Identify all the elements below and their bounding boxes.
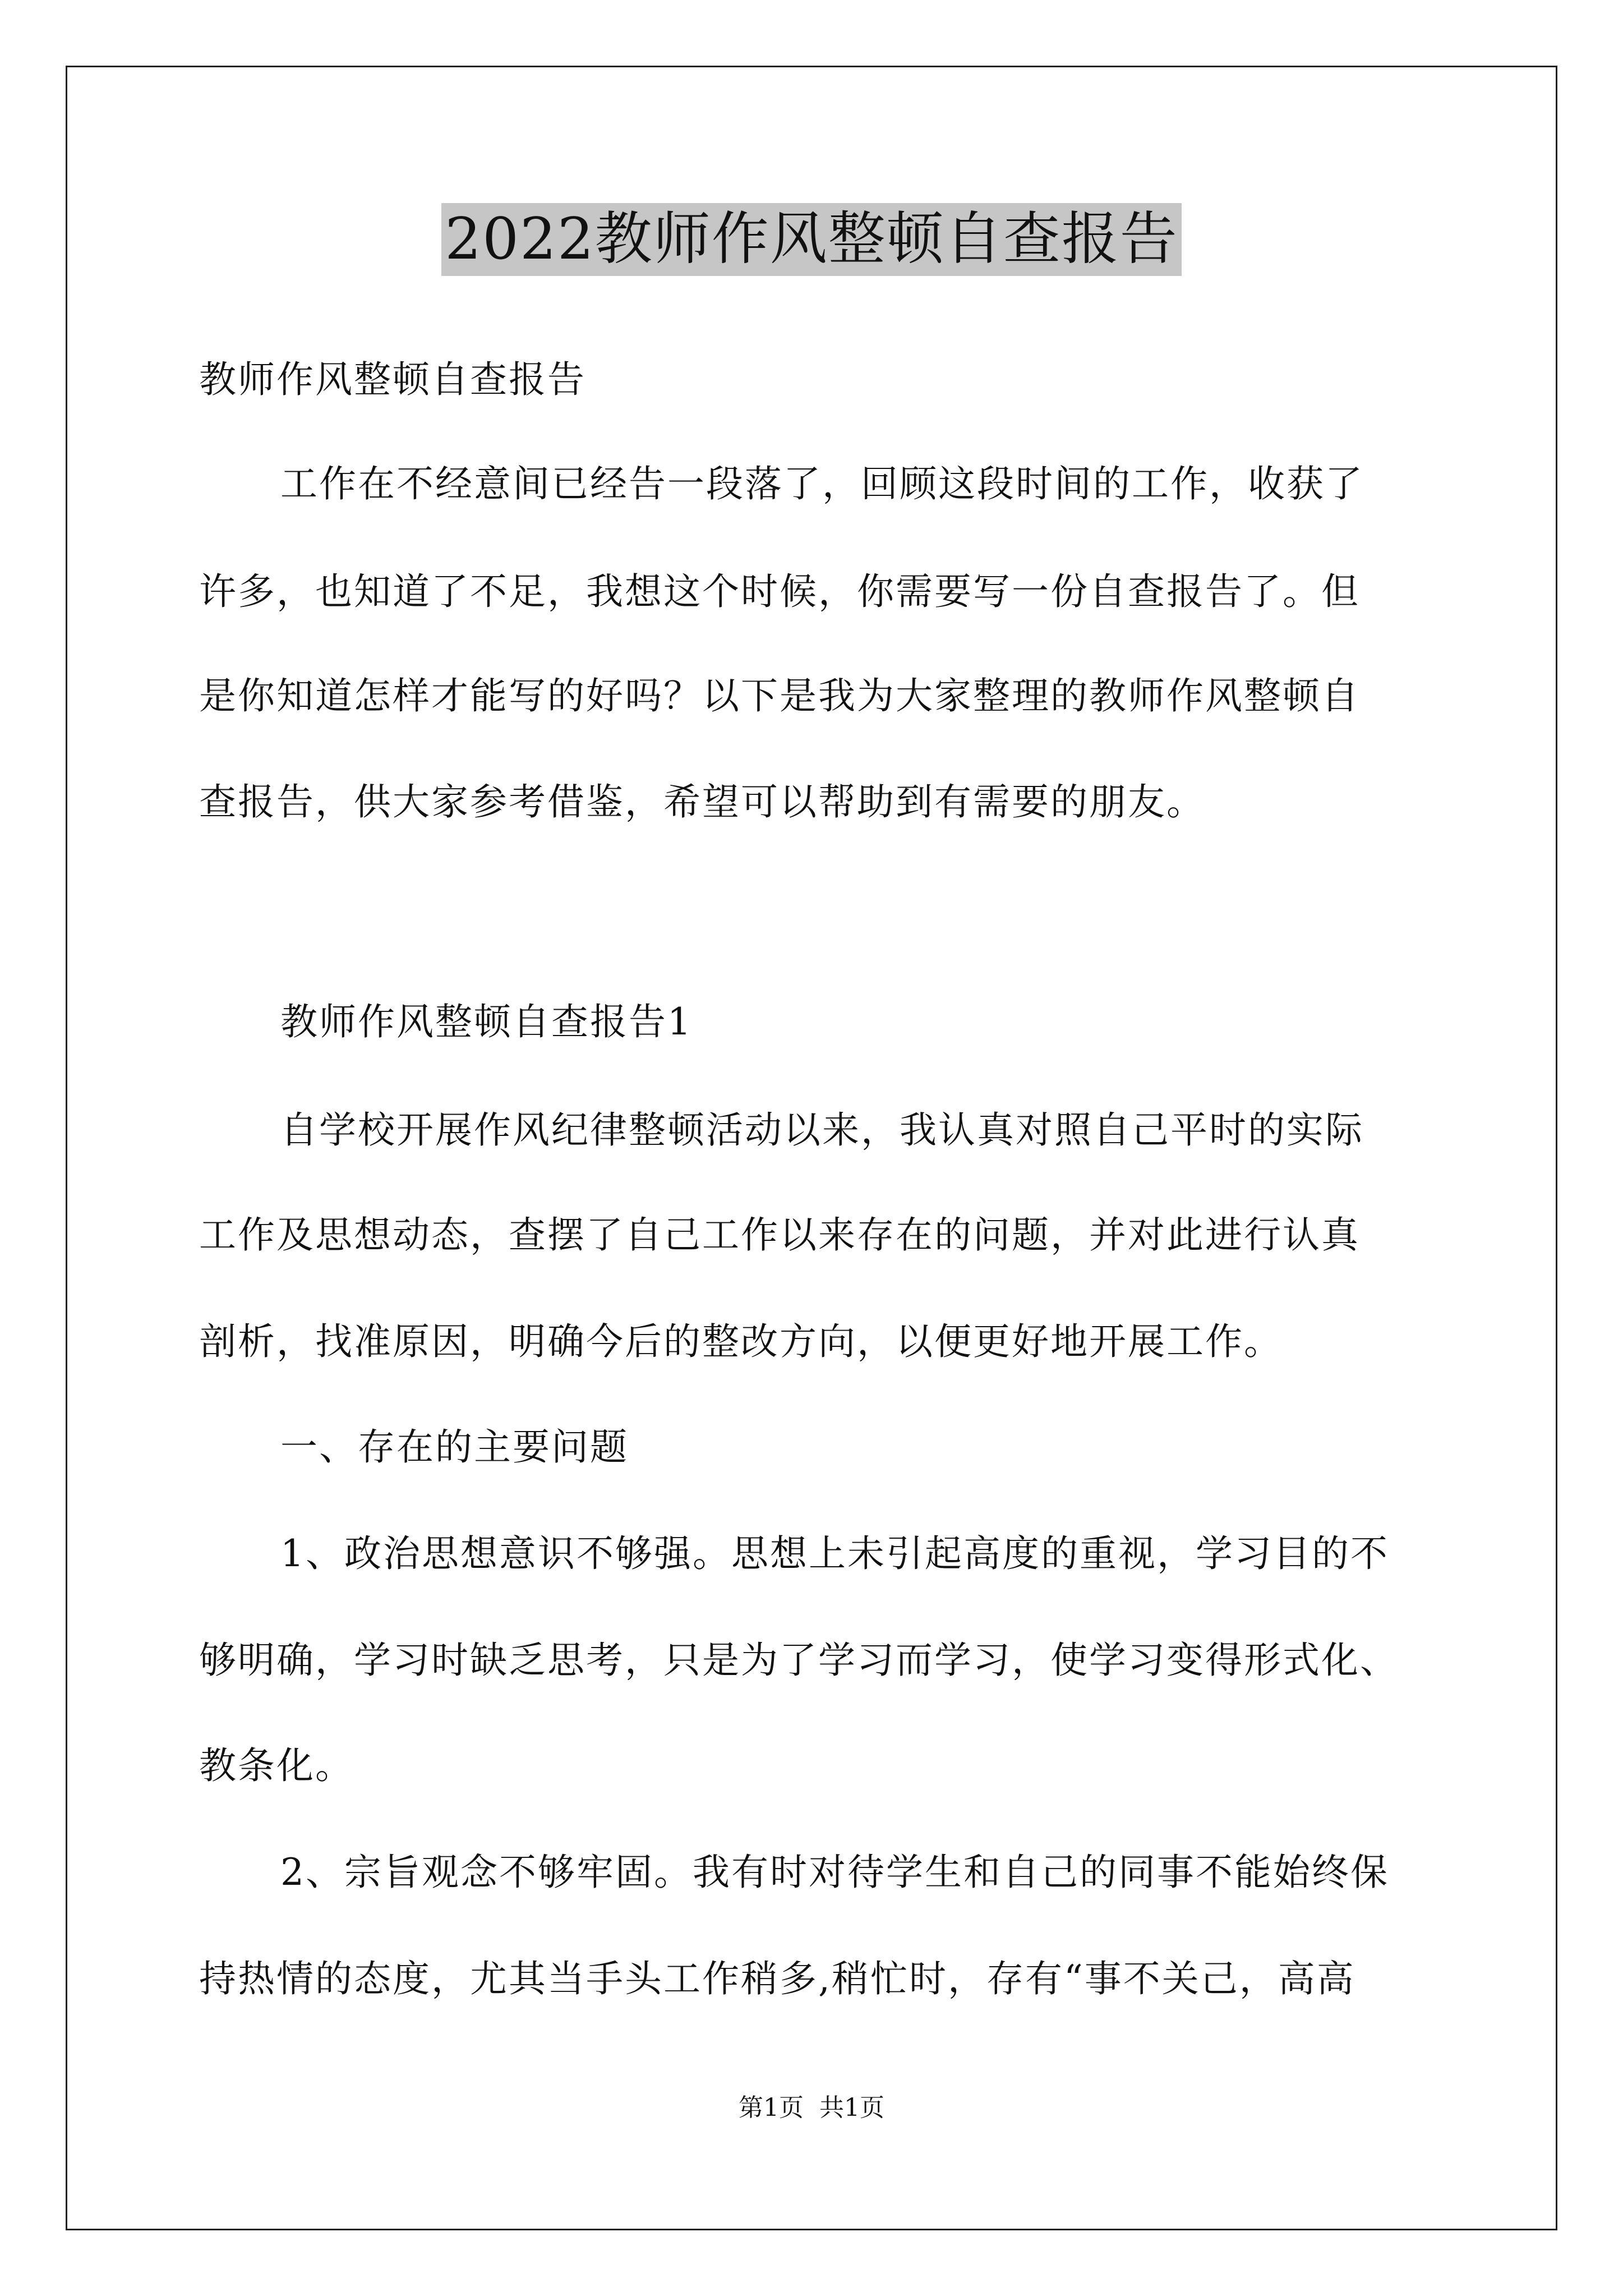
para1-line-1: 自学校开展作风纪律整顿活动以来，我认真对照自己平时的实际 bbox=[280, 1108, 1364, 1152]
item1-line-1: 1、政治思想意识不够强。思想上未引起高度的重视，学习目的不 bbox=[280, 1532, 1389, 1575]
intro-line-3: 是你知道怎样才能写的好吗？以下是我为大家整理的教师作风整顿自 bbox=[199, 674, 1360, 717]
item2-line-1: 2、宗旨观念不够牢固。我有时对待学生和自己的同事不能始终保 bbox=[280, 1851, 1389, 1894]
document-subtitle: 教师作风整顿自查报告 bbox=[199, 358, 586, 401]
intro-line-1: 工作在不经意间已经告一段落了，回顾这段时间的工作，收获了 bbox=[280, 462, 1364, 505]
item2-line-2: 持热情的态度，尤其当手头工作稍多,稍忙时，存有“事不关己，高高 bbox=[199, 1957, 1355, 2000]
page-footer bbox=[0, 2091, 1623, 2125]
problems-heading: 一、存在的主要问题 bbox=[280, 1425, 629, 1469]
section-heading: 教师作风整顿自查报告1 bbox=[280, 1000, 693, 1043]
document-title: 2022教师作风整顿自查报告 bbox=[441, 203, 1182, 276]
intro-line-2: 许多，也知道了不足，我想这个时候，你需要写一份自查报告了。但 bbox=[199, 570, 1360, 613]
item1-line-3: 教条化。 bbox=[199, 1744, 354, 1787]
para1-line-3: 剖析，找准原因，明确今后的整改方向，以便更好地开展工作。 bbox=[199, 1320, 1283, 1363]
title-container bbox=[0, 203, 1623, 276]
page-number: 第1页 bbox=[739, 2093, 804, 2122]
item1-line-2: 够明确，学习时缺乏思考，只是为了学习而学习，使学习变得形式化、 bbox=[199, 1639, 1399, 1682]
para1-line-2: 工作及思想动态，查摆了自己工作以来存在的问题，并对此进行认真 bbox=[199, 1213, 1360, 1257]
page-total: 共1页 bbox=[819, 2093, 884, 2122]
intro-line-4: 查报告，供大家参考借鉴，希望可以帮助到有需要的朋友。 bbox=[199, 780, 1205, 823]
